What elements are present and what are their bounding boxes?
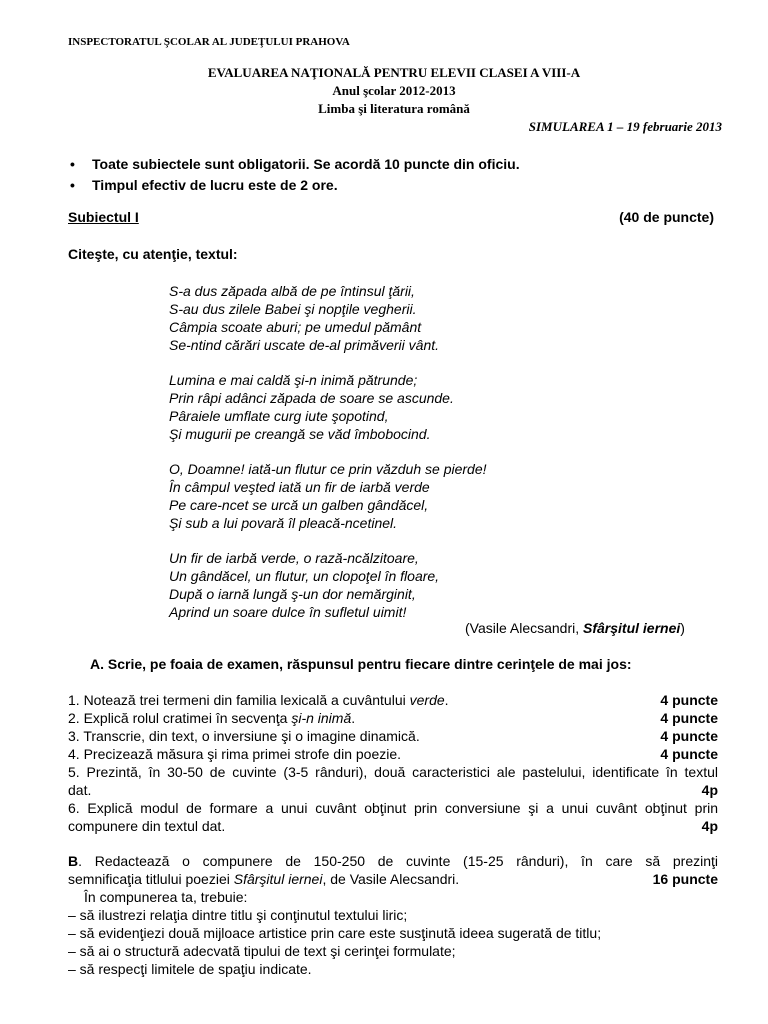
poem-line: Şi mugurii pe creangă se văd îmbobocind.	[169, 426, 431, 442]
poem-line: În câmpul veşted iată un fir de iarbă verde	[169, 479, 430, 495]
section-b-points: 16 puncte	[652, 871, 718, 887]
school-year: Anul şcolar 2012-2013	[332, 83, 456, 98]
section-b-poem-title: Sfârşitul iernei	[233, 871, 323, 887]
question-keyword: verde	[409, 692, 445, 708]
poem-line: S-a dus zăpada albă de pe întinsul ţării,	[169, 283, 415, 299]
section-b-text: semnificaţia titlului poeziei	[68, 871, 234, 887]
section-b-text: . Redactează o compunere de 150-250 de cuvinte (15-25 rânduri), în care să prezinţi	[78, 853, 718, 869]
exam-title: EVALUAREA NAŢIONALĂ PENTRU ELEVII CLASEI A VIII-A	[207, 65, 581, 80]
section-b-text: , de Vasile Alecsandri.	[322, 871, 460, 887]
poem-line: Şi sub a lui povară îl pleacă-ncetinel.	[169, 515, 398, 531]
section-b-line-1	[68, 852, 718, 870]
question-6-line-2: compunere din textul dat.	[68, 818, 226, 834]
question-6-line-1: 6. Explică modul de formare a unui cuvânt obţinut prin conversiune şi a unui cuvânt obţinut prin	[68, 800, 718, 816]
question-text: 1. Notează trei termeni din familia lexicală a cuvântului	[68, 692, 410, 708]
simulation-date: SIMULAREA 1 – 19 februarie 2013	[528, 119, 722, 134]
poem-attribution	[465, 620, 685, 636]
subject-label: Subiectul I	[68, 209, 139, 225]
question-end: .	[444, 692, 449, 708]
poem-line: Prin râpi adânci zăpada de soare se ascunde.	[169, 390, 454, 406]
subject-points: (40 de puncte)	[619, 209, 714, 225]
question-3: 3. Transcrie, din text, o inversiune şi o imagine dinamică.	[68, 728, 420, 744]
requirement-item: – să evidenţiezi două mijloace artistice prin care este susţinută ideea sugerată de titlu;	[68, 925, 602, 941]
section-b-letter: B	[68, 853, 79, 869]
poem-line: Pe care-ncet se urcă un galben gândăcel,	[169, 497, 429, 513]
instruction-item: • Toate subiectele sunt obligatorii. Se acordă 10 puncte din oficiu.	[68, 154, 520, 175]
poem-title: Sfârşitul iernei	[583, 620, 681, 636]
section-b-line-2	[68, 870, 459, 888]
read-prompt: Citeşte, cu atenţie, textul:	[68, 246, 238, 262]
question-1	[68, 691, 449, 709]
poem-line: S-au dus zilele Babei şi nopţile vegherii.	[169, 301, 417, 317]
poem-line: Câmpia scoate aburi; pe umedul pământ	[169, 319, 422, 335]
question-text: 2. Explică rolul cratimei în secvenţa	[68, 710, 292, 726]
inspectorate-header: INSPECTORATUL ŞCOLAR AL JUDEŢULUI PRAHOVA	[68, 36, 350, 48]
poem-line: Se-ntind cărări uscate de-al primăverii vânt.	[169, 337, 440, 353]
instruction-item: • Timpul efectiv de lucru este de 2 ore.	[68, 175, 520, 196]
poem-line: Pâraiele umflate curg iute şopotind,	[169, 408, 389, 424]
requirement-item: – să respecţi limitele de spaţiu indicate.	[68, 961, 312, 977]
requirement-item: – să ai o structură adecvată tipului de text şi cerinţei formulate;	[68, 943, 456, 959]
section-b-intro: În compunerea ta, trebuie:	[84, 889, 248, 905]
poem-stanza	[169, 371, 454, 443]
question-5-points: 4p	[701, 782, 718, 798]
poem-line: Lumina e mai caldă şi-n inimă pătrunde;	[169, 372, 418, 388]
question-2	[68, 709, 355, 727]
subject-heading	[68, 209, 716, 225]
poem-line: O, Doamne! iată-un flutur ce prin văzduh se pierde!	[169, 461, 487, 477]
poem-stanza	[169, 460, 487, 532]
question-keyword: şi-n inimă	[291, 710, 352, 726]
question-3-points: 4 puncte	[660, 728, 718, 744]
section-a-heading: A. Scrie, pe foaia de examen, răspunsul pentru fiecare dintre cerinţele de mai jos:	[90, 656, 632, 672]
poem-line: Aprind un soare dulce în sufletul uimit!	[169, 604, 407, 620]
author-name: (Vasile Alecsandri,	[465, 620, 584, 636]
requirement-item: – să ilustrezi relaţia dintre titlu şi conţinutul textului liric;	[68, 907, 408, 923]
question-6-points: 4p	[701, 818, 718, 834]
poem-stanza	[169, 549, 439, 621]
instructions-list	[68, 154, 520, 196]
question-4: 4. Precizează măsura şi rima primei strofe din poezie.	[68, 746, 402, 762]
question-5-line-2: dat.	[68, 782, 92, 798]
question-end: .	[351, 710, 356, 726]
poem-line: Un gândăcel, un flutur, un clopoţel în floare,	[169, 568, 440, 584]
poem-line: După o iarnă lungă ş-un dor nemărginit,	[169, 586, 416, 602]
question-4-points: 4 puncte	[660, 746, 718, 762]
attribution-close: )	[680, 620, 685, 636]
question-1-points: 4 puncte	[660, 692, 718, 708]
poem-stanza	[169, 282, 439, 354]
subject-name: Limba şi literatura română	[318, 101, 470, 116]
question-2-points: 4 puncte	[660, 710, 718, 726]
poem-line: Un fir de iarbă verde, o rază-ncălzitoare,	[169, 550, 419, 566]
question-5-line-1: 5. Prezintă, în 30-50 de cuvinte (3-5 rânduri), două caracteristici ale pastelului, identificate în textul	[68, 764, 718, 780]
